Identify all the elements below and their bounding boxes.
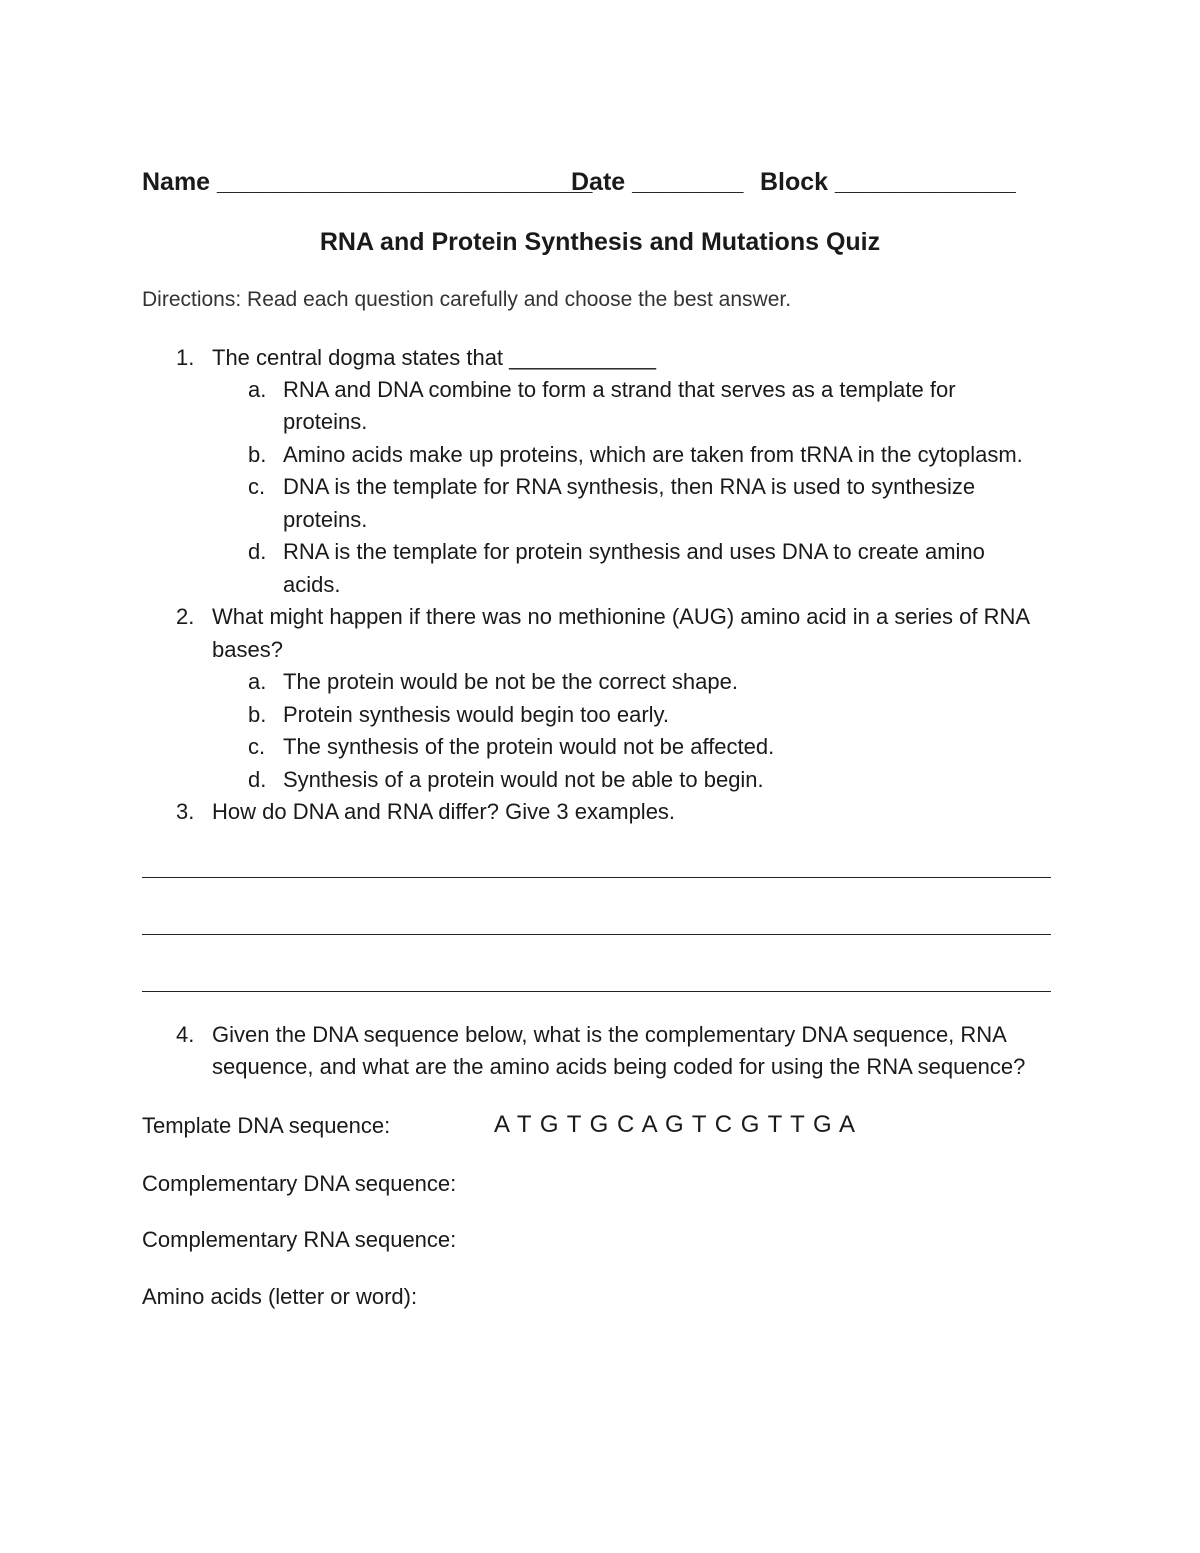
option-letter: d.	[248, 767, 267, 792]
option-text: RNA and DNA combine to form a strand that serves as a template for	[283, 377, 956, 402]
question-text: bases?	[212, 637, 283, 662]
option-text: Amino acids make up proteins, which are taken from tRNA in the cytoplasm.	[283, 442, 1023, 467]
option-text: DNA is the template for RNA synthesis, then RNA is used to synthesize	[283, 474, 976, 499]
question-number: 3.	[176, 799, 195, 824]
template-dna-label: Template DNA sequence:	[142, 1113, 391, 1138]
option-text: The synthesis of the protein would not be affected.	[283, 734, 775, 759]
option-text: RNA is the template for protein synthesis and uses DNA to create amino	[283, 539, 985, 564]
option-letter: c.	[248, 734, 266, 759]
question-text: Given the DNA sequence below, what is the complementary DNA sequence, RNA	[212, 1022, 1007, 1047]
option-letter: b.	[248, 442, 267, 467]
name-field-label: Name ___________________________	[142, 168, 593, 196]
template-dna-sequence: A T G T G C A G T C G T T G A	[494, 1111, 856, 1138]
page-title: RNA and Protein Synthesis and Mutations Quiz	[319, 228, 881, 256]
complementary-dna-label: Complementary DNA sequence:	[142, 1171, 457, 1196]
option-letter: c.	[248, 474, 266, 499]
answer-line[interactable]	[142, 877, 1051, 878]
option-text: proteins.	[283, 409, 368, 434]
option-text: proteins.	[283, 507, 368, 532]
option-text: The protein would be not be the correct shape.	[283, 669, 738, 694]
date-field-label: Date ________	[571, 168, 744, 196]
question-text: What might happen if there was no methionine (AUG) amino acid in a series of RNA	[212, 604, 1031, 629]
answer-line[interactable]	[142, 934, 1051, 935]
option-text: Protein synthesis would begin too early.	[283, 702, 670, 727]
question-text: How do DNA and RNA differ? Give 3 examples.	[212, 799, 676, 824]
option-letter: a.	[248, 669, 267, 694]
amino-acids-label: Amino acids (letter or word):	[142, 1284, 418, 1309]
question-number: 2.	[176, 604, 195, 629]
complementary-rna-label: Complementary RNA sequence:	[142, 1227, 457, 1252]
question-text: The central dogma states that ____________	[212, 345, 656, 370]
question-number: 1.	[176, 345, 195, 370]
directions-text: Directions: Read each question carefully and choose the best answer.	[142, 288, 792, 311]
question-text: sequence, and what are the amino acids being coded for using the RNA sequence?	[212, 1054, 1026, 1079]
option-text: acids.	[283, 572, 341, 597]
block-field-label: Block _____________	[760, 168, 1016, 196]
question-number: 4.	[176, 1022, 195, 1047]
option-letter: b.	[248, 702, 267, 727]
option-text: Synthesis of a protein would not be able to begin.	[283, 767, 764, 792]
option-letter: d.	[248, 539, 267, 564]
option-letter: a.	[248, 377, 267, 402]
answer-line[interactable]	[142, 991, 1051, 992]
